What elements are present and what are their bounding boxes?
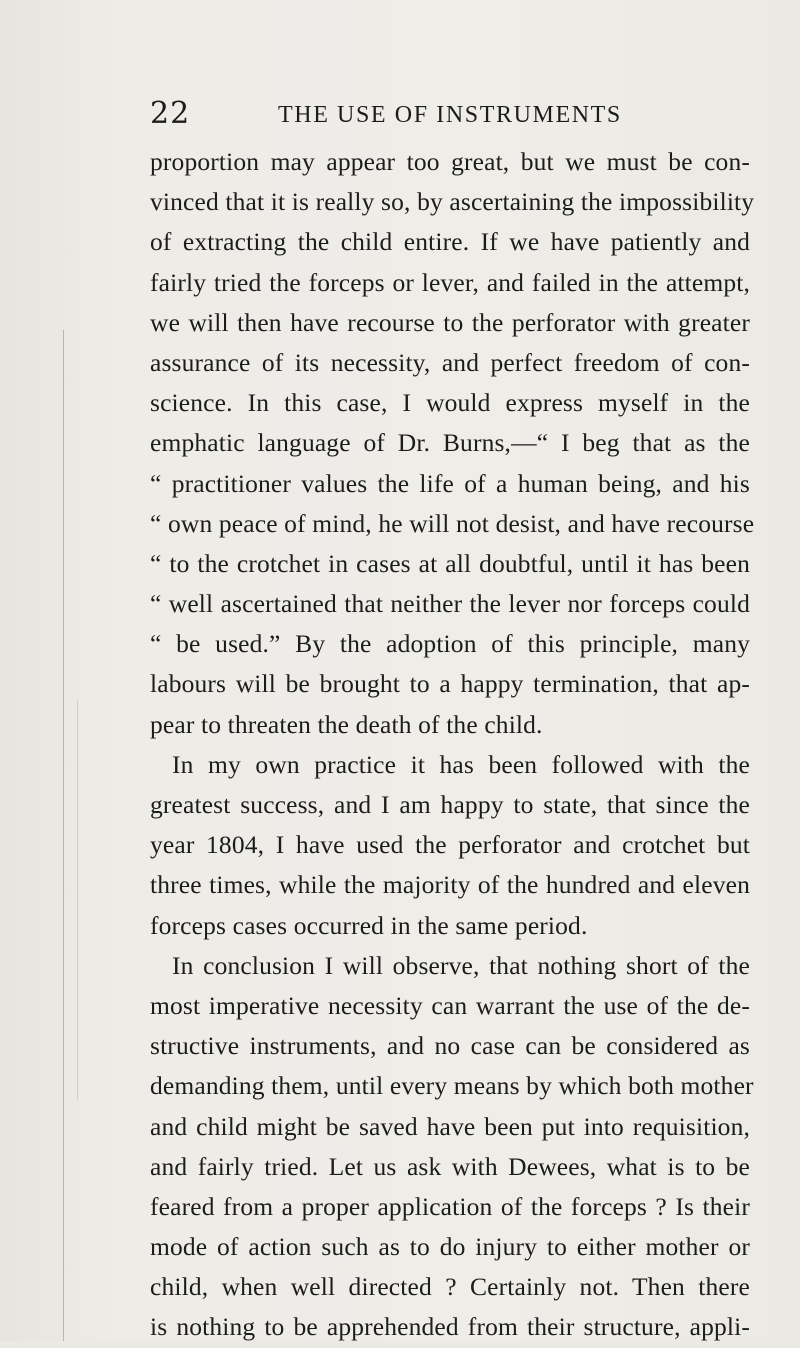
text-line: “ be used.” By the adoption of this principle, many — [150, 629, 750, 659]
text-line: labours will be brought to a happy termination, that ap- — [150, 669, 750, 699]
text-line: “ to the crotchet in cases at all doubtful, until it has been — [150, 548, 750, 578]
text-line: year 1804, I have used the perforator and crotchet but — [150, 830, 750, 860]
text-line: greatest success, and I am happy to state, that since the — [150, 790, 750, 819]
text-line: and fairly tried. Let us ask with Dewees, what is to be — [150, 1151, 750, 1181]
text-line: most imperative necessity can warrant the use of the de- — [150, 990, 750, 1020]
page-header — [150, 96, 750, 136]
paragraph-first-line: In my own practice it has been followed with the — [172, 749, 750, 779]
text-line: we will then have recourse to the perforator with greater — [150, 307, 750, 337]
text-line: structive instruments, and no case can be considered as — [150, 1031, 750, 1061]
body-text — [150, 142, 755, 1348]
page-number: 22 — [150, 96, 191, 131]
text-line: pear to threaten the death of the child. — [150, 709, 543, 739]
text-line: mode of action such as to do injury to either mother or — [150, 1232, 750, 1262]
text-line: child, when well directed ? Certainly not. Then there — [150, 1272, 750, 1302]
running-head: THE USE OF INSTRUMENTS — [278, 102, 622, 128]
text-line: fairly tried the forceps or lever, and failed in the attempt, — [150, 267, 750, 297]
text-line: forceps cases occurred in the same period. — [150, 910, 588, 940]
page-edge-mark — [77, 700, 78, 1100]
text-line: “ own peace of mind, he will not desist, and have recourse — [150, 508, 755, 538]
page-edge-mark — [63, 330, 64, 1341]
text-line: science. In this case, I would express myself in the — [150, 388, 750, 418]
text-line: assurance of its necessity, and perfect freedom of con- — [150, 347, 750, 377]
text-line: and child might be saved have been put into requisition, — [150, 1111, 750, 1141]
paragraph-first-line: In conclusion I will observe, that nothing short of the — [172, 950, 750, 980]
text-line: is nothing to be apprehended from their structure, appli- — [150, 1312, 750, 1342]
text-line: three times, while the majority of the hundred and eleven — [150, 870, 750, 900]
text-line: proportion may appear too great, but we must be con- — [150, 147, 750, 176]
text-line: feared from a proper application of the forceps ? Is their — [150, 1191, 750, 1221]
text-line: vinced that it is really so, by ascertaining the impossibility — [150, 187, 755, 217]
text-line: of extracting the child entire. If we have patiently and — [150, 227, 750, 257]
text-line: demanding them, until every means by which both mother — [150, 1071, 754, 1101]
text-line: “ practitioner values the life of a human being, and his — [150, 468, 750, 498]
text-line: emphatic language of Dr. Burns,—“ I beg that as the — [150, 428, 750, 458]
text-line: “ well ascertained that neither the lever nor forceps could — [150, 589, 750, 619]
